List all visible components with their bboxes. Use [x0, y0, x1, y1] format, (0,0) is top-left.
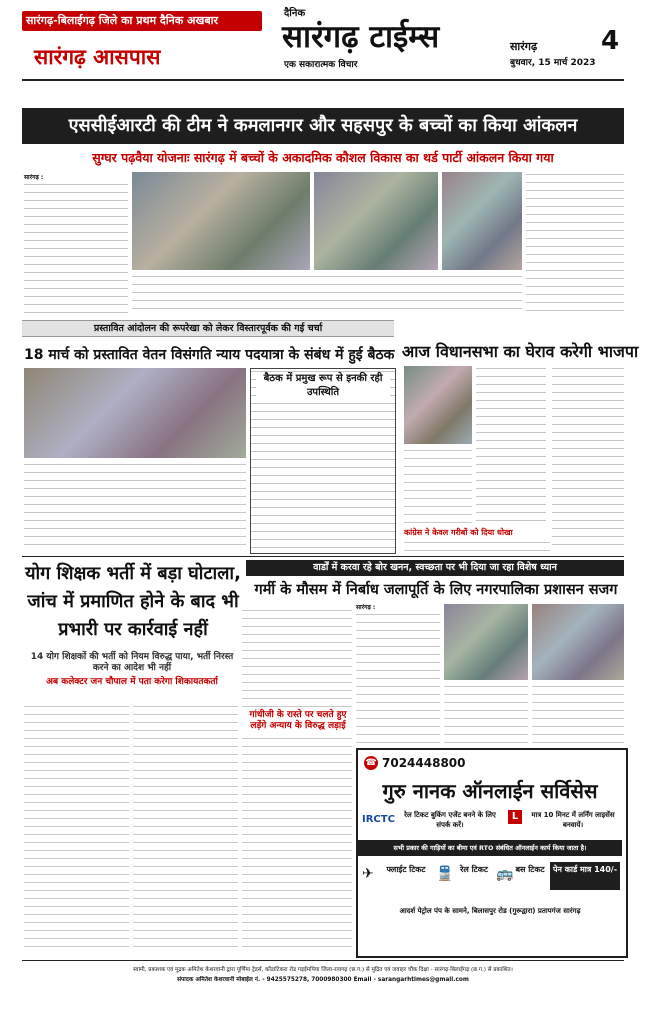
- section-title: सारंगढ़ आसपास: [34, 45, 161, 69]
- classroom-photo-2: [314, 172, 438, 270]
- meeting-photo: [24, 368, 246, 458]
- rally-headline: 18 मार्च को प्रस्तावित वेतन विसंगति न्याय पदयात्रा के संबंध में हुई बैठक: [24, 347, 395, 363]
- masthead-place: सारंगढ़: [510, 40, 538, 53]
- lead-dateline: सारंगढ़ :: [24, 174, 44, 181]
- classroom-photo-1: [132, 172, 310, 270]
- rally-inset-headline: बैठक में प्रमुख रूप से इनकी रही उपस्थिति: [256, 372, 390, 400]
- assembly-body-col0: [404, 448, 472, 526]
- lead-body-col-right: [526, 172, 624, 314]
- assembly-body-bottom: [404, 540, 550, 554]
- assembly-headline: आज विधानसभा का घेराव करेगी भाजपा: [402, 342, 639, 361]
- ward-photo-2: [532, 604, 624, 680]
- newspaper-slogan: एक सकारात्मक विचार: [284, 60, 358, 70]
- masthead-tagline: सारंगढ़-बिलाईगढ़ जिले का प्रथम दैनिक अखबार: [26, 14, 219, 27]
- yoga-body-col1: [24, 704, 129, 954]
- lead-body-row: [132, 274, 522, 314]
- yoga-body-col3a: [242, 608, 352, 708]
- ad-rail-text: रेल टिकट बुकिंग एजेंट बनने के लिए संपर्क करें।: [404, 811, 496, 829]
- yoga-headline: योग शिक्षक भर्ती में बड़ा घोटाला, जांच में प्रमाणित होने के बाद भी प्रभारी पर कार्रवाई नहीं: [25, 563, 241, 640]
- ad-license-badge: L: [508, 810, 522, 824]
- ad-strip: सभी प्रकार की गाड़ियों का बीमा एवं RTO संबंधित ऑनलाईन कार्य किया जाता है।: [393, 844, 587, 852]
- lead-body-col1-b: [24, 286, 128, 314]
- yoga-body-col2: [133, 704, 238, 954]
- ward-body-col2: [444, 684, 528, 744]
- ad-address: आदर्श पेट्रोल पंप के सामने, बिलासपुर रोड (गुरूद्वारा) प्रतापगंज सारंगढ़: [399, 907, 581, 915]
- lead-body-col1: [24, 182, 128, 282]
- footer-line1: स्वामी, प्रकाशक एवं मुद्रक अमितेश केशरवानी द्वारा पूर्णिमा ट्रेडर्स, कोंडाटिकरा रोड गड़ईमपिया जिला-रायगढ़ (छ.ग.) से मुद्रित एवं जवाहर चौक दिक्षा - सारंगढ़-बिलाईगढ़ (छ.ग.) से प्रकाशित।: [133, 967, 513, 973]
- ad-phone-icon: ☎: [365, 758, 377, 768]
- ad-bus: बस टिकट: [515, 865, 545, 874]
- ward-headline: गर्मी के मौसम में निर्बाध जलापूर्ति के लिए नगरपालिका प्रशासन सजग: [254, 582, 618, 598]
- yoga-body-col3b: [242, 736, 352, 954]
- ad-phone: 7024448800: [382, 756, 466, 770]
- ad-name: गुरु नानक ऑनलाईन सर्विसेस: [382, 779, 598, 803]
- yoga-boxhead: गांधीजी के रास्ते पर चलते हुए लड़ेंगे अन्याय के विरुद्ध लड़ाई: [249, 710, 347, 731]
- bus-icon: 🚌: [496, 866, 514, 882]
- footer-line2: संपादक अमितेश केशरवानी मोबाईल नं. - 9425575278, 7000980300 Email - sarangarhtimes@gmail.com: [177, 977, 469, 983]
- assembly-body-col2: [552, 366, 624, 552]
- page-number: 4: [600, 26, 620, 56]
- classroom-photo-3: [442, 172, 522, 270]
- plane-icon: ✈: [362, 866, 374, 882]
- politician-photo: [404, 366, 472, 444]
- lead-subheadline: सुग्घर पढ़वैया योजनाः सारंगढ़ में बच्चों के अकादमिक कौशल विकास का थर्ड पार्टी आंकलन किया गया: [92, 150, 554, 165]
- ward-photo-1: [444, 604, 528, 680]
- newspaper-title: सारंगढ़ टाईम्स: [282, 19, 440, 55]
- section-rule: [22, 556, 624, 557]
- ad-rail: रेल टिकट: [460, 865, 488, 874]
- ad-flight: फ्लाईट टिकट: [386, 865, 426, 874]
- masthead: [0, 0, 645, 82]
- masthead-daily: दैनिक: [284, 8, 306, 19]
- ad-irctc: IRCTC: [362, 814, 395, 825]
- assembly-body-col1: [476, 366, 546, 526]
- masthead-date: बुधवार, 15 मार्च 2023: [510, 58, 596, 68]
- assembly-subhead: कांग्रेस ने केवल गरीबों को दिया धोखा: [404, 528, 513, 537]
- yoga-sub2: अब कलेक्टर जन चौपाल में पता करेगा शिकायतकर्ता: [46, 677, 218, 687]
- ad-pan: पेन कार्ड मात्र 140/-: [552, 865, 618, 874]
- ward-body-col3: [532, 684, 624, 744]
- yoga-sub1: 14 योग शिक्षकों की भर्ती को नियम विरुद्ध पाया, भर्ती निरस्त करने का आदेश भी नहीं: [30, 652, 234, 673]
- rally-kicker: प्रस्तावित आंदोलन की रूपरेखा को लेकर विस्तारपूर्वक की गई चर्चा: [93, 323, 323, 334]
- ad-license-text: मात्र 10 मिनट में लर्निंग लाइसेंस बनवायें।: [531, 811, 615, 829]
- masthead-rule: [22, 79, 624, 81]
- ward-body-col1: [356, 612, 440, 744]
- footer-rule: [22, 960, 624, 961]
- rally-body: [24, 462, 246, 552]
- lead-headline: एससीईआरटी की टीम ने कमलानगर और सहसपुर के बच्चों का किया आंकलन: [68, 115, 578, 136]
- train-icon: 🚆: [436, 866, 454, 882]
- ward-dateline: सारंगढ़ :: [356, 604, 376, 611]
- ward-kicker: वार्डों में करवा रहे बोर खनन, स्वच्छता पर भी दिया जा रहा विशेष ध्यान: [313, 562, 557, 573]
